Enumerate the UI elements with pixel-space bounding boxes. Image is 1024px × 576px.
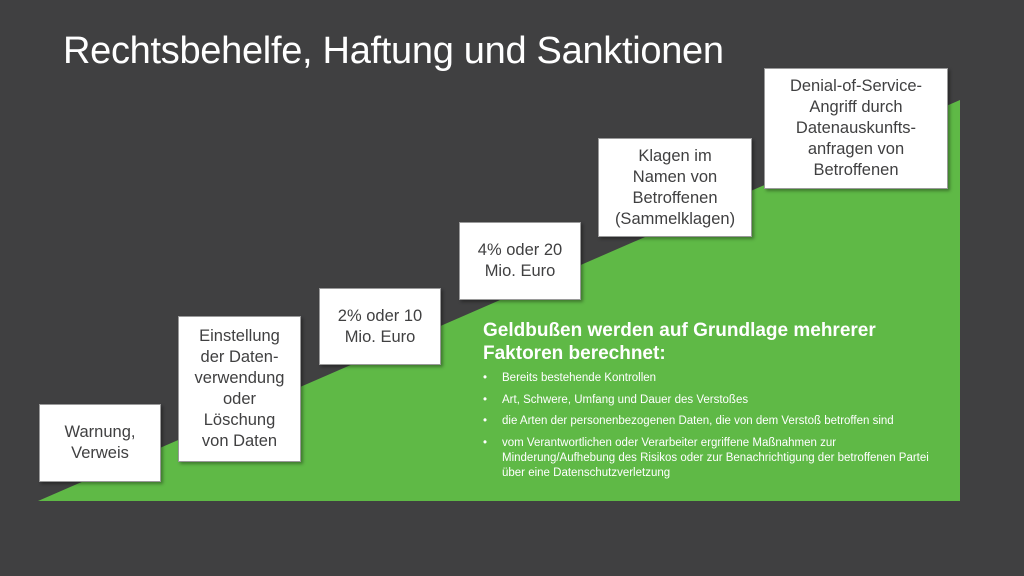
list-item [483,393,943,408]
step-label: 4% oder 20 Mio. Euro [477,241,563,280]
step-box-processing-ban [178,316,301,462]
step-box-warning [39,404,161,482]
fine-factors-heading: Geldbußen werden auf Grundlage mehrerer Faktoren berechnet: [483,320,876,364]
step-label: Klagen im Namen von Betroffenen (Sammelklagen) [614,146,736,228]
bullet-icon: • [483,415,488,427]
step-box-fine-4-percent [459,222,581,300]
fine-factors-list [483,371,943,481]
list-item-text: Art, Schwere, Umfang und Dauer des Verstoßes [502,393,749,406]
fine-factors-panel [483,319,943,487]
list-item-text: vom Verantwortlichen oder Verarbeiter ergriffene Maßnahmen zur Minderung/Aufhebung des Risikos oder zur Benachrichtigung der betroffenen Partei über eine Datenschutzverletzung [502,436,929,479]
step-box-fine-2-percent [319,288,441,365]
step-label: Denial-of-Service- Angriff durch Datenauskunfts- anfragen von Betroffenen [789,77,923,179]
bullet-icon: • [483,436,488,449]
list-item [483,371,943,386]
bullet-icon: • [483,393,488,406]
list-item-text: die Arten der personenbezogenen Daten, die von dem Verstoß betroffen sind [502,415,894,427]
list-item [483,436,943,481]
bullet-icon: • [483,372,488,384]
slide-title: Rechtsbehelfe, Haftung und Sanktionen [63,30,724,72]
step-label: 2% oder 10 Mio. Euro [337,306,423,346]
list-item [483,414,943,429]
step-box-dos-attack [764,68,948,189]
list-item-text: Bereits bestehende Kontrollen [502,372,657,384]
step-label: Einstellung der Daten- verwendung oder Löschung von Daten [194,327,285,450]
step-box-class-action [598,138,752,237]
step-label: Warnung, Verweis [64,423,136,462]
